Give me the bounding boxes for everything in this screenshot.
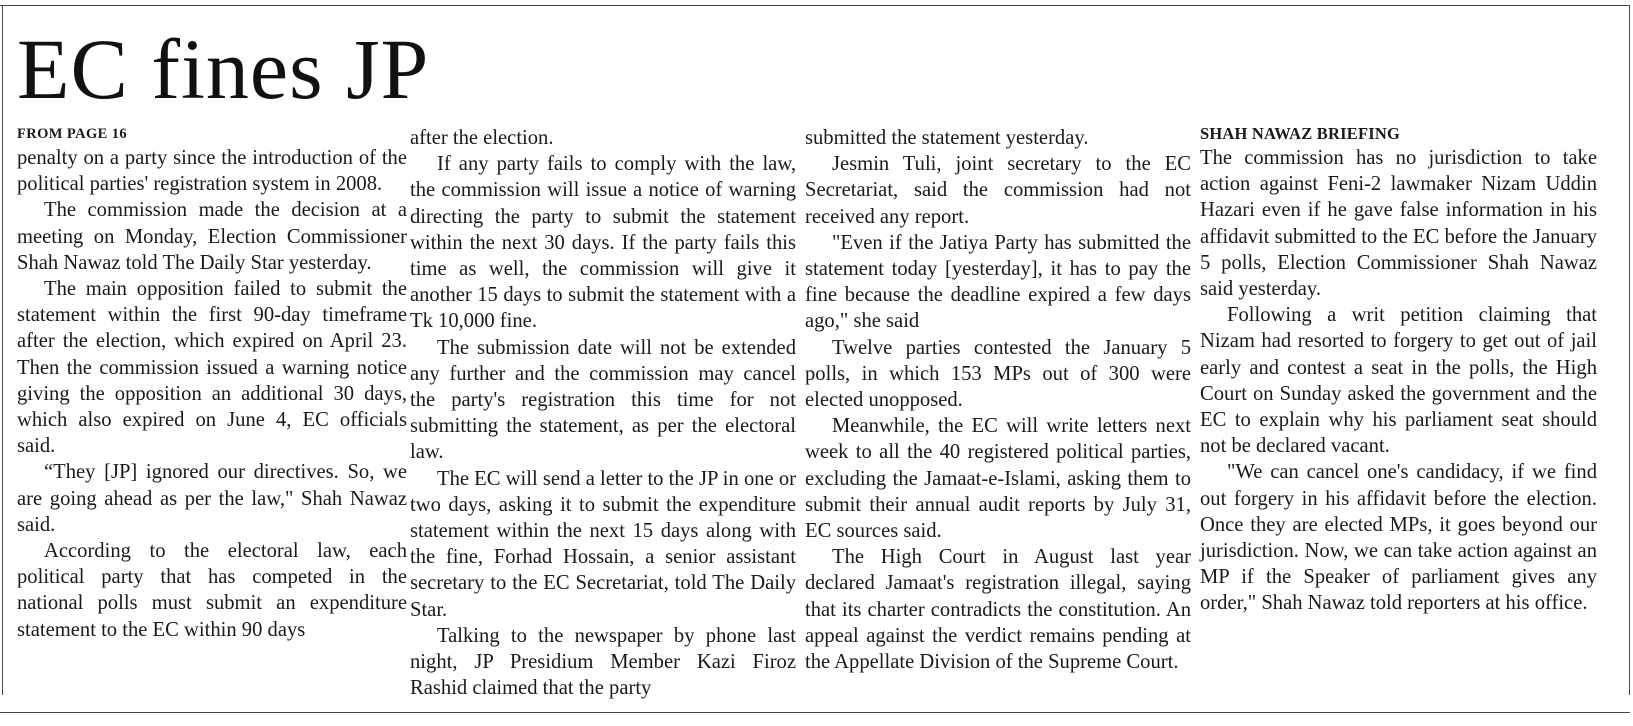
kicker-from-page: FROM PAGE 16 <box>17 126 128 142</box>
paragraph: Twelve parties contested the January 5 polls, in which 153 MPs out of 300 were elected unopposed. <box>805 336 1191 412</box>
paragraph: According to the electoral law, each political party that has competed in the national polls must submit an expenditure statement to the EC within 90 days <box>17 540 407 641</box>
bottom-rule <box>0 712 1630 713</box>
left-rule <box>2 5 3 695</box>
paragraph: The commission has no jurisdiction to take action against Feni-2 lawmaker Nizam Uddin Hazari even if he gave false information in his affidavit submitted to the EC before the January 5 polls, Election Commissioner Shah Nawaz said yesterday. <box>1200 147 1597 301</box>
paragraph: Jesmin Tuli, joint secretary to the EC Secretariat, said the commission had not received any report. <box>805 153 1191 228</box>
subhead: SHAH NAWAZ BRIEFING <box>1200 124 1401 143</box>
paragraph: “They [JP] ignored our directives. So, we are going ahead as per the law," Shah Nawaz said. <box>17 461 407 536</box>
paragraph: The commission made the decision at a meeting on Monday, Election Commissioner Shah Nawaz told The Daily Star yesterday. <box>17 199 407 274</box>
paragraph: "Even if the Jatiya Party has submitted the statement today [yesterday], it has to pay the fine because the deadline expired a few days ago," she said <box>805 231 1191 333</box>
headline: EC fines JP <box>17 21 430 117</box>
paragraph: If any party fails to comply with the law, the commission will issue a notice of warning directing the party to submit the statement within the next 30 days. If the party fails this time as well, the commission will give it another 15 days to submit the statement with a Tk 10,000 fine. <box>410 153 796 333</box>
paragraph: The High Court in August last year declared Jamaat's registration illegal, saying that its charter contradicts the constitution. An appeal against the verdict remains pending at the Appellate Division of the Supreme Court. <box>805 546 1191 674</box>
top-rule <box>0 5 1630 6</box>
article-column-2 <box>410 125 796 701</box>
paragraph: The submission date will not be extended any further and the commission may cancel the party's registration this time for not submitting the statement, as per the electoral law. <box>410 336 796 464</box>
article-column-4 <box>1200 125 1597 617</box>
article-column-1 <box>17 125 407 643</box>
paragraph: after the election. <box>410 127 554 149</box>
paragraph: Meanwhile, the EC will write letters next week to all the 40 registered political parties, excluding the Jamaat-e-Islami, asking them to submit their annual audit reports by July 31, EC sources said. <box>805 415 1191 543</box>
paragraph: Following a writ petition claiming that Nizam had resorted to forgery to get out of jail early and contest a seat in the polls, the High Court on Sunday asked the government and the EC to explain why his parliament seat should not be declared vacant. <box>1200 304 1597 458</box>
paragraph: penalty on a party since the introduction of the political parties' registration system in 2008. <box>17 147 407 196</box>
right-rule <box>1629 5 1630 695</box>
paragraph: Talking to the newspaper by phone last night, JP Presidium Member Kazi Firoz Rashid claimed that the party <box>410 624 796 700</box>
paragraph: submitted the statement yesterday. <box>805 127 1089 149</box>
paragraph: "We can cancel one's candidacy, if we find out forgery in his affidavit before the election. Once they are elected MPs, it goes beyond our jurisdiction. Now, we can take action against an MP if the Speaker of parliament gives any order," Shah Nawaz told reporters at his office. <box>1200 461 1597 615</box>
article-column-3 <box>805 125 1191 675</box>
paragraph: The main opposition failed to submit the statement within the first 90-day timeframe after the election, which expired on April 23. Then the commission issued a warning notice giving the opposition an additional 30 days, which also expired on June 4, EC officials said. <box>17 278 407 458</box>
paragraph: The EC will send a letter to the JP in one or two days, asking it to submit the expenditure statement within the next 15 days along with the fine, Forhad Hossain, a senior assistant secretary to the EC Secretariat, told The Daily Star. <box>410 467 796 621</box>
